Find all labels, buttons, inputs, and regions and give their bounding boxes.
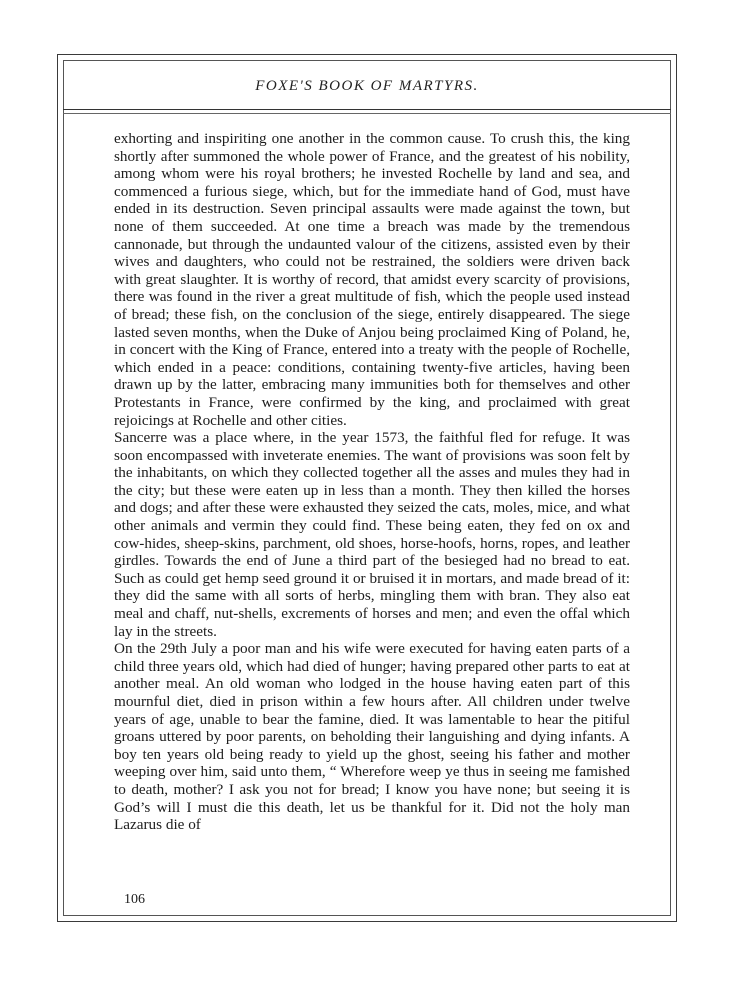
paragraph-july: On the 29th July a poor man and his wife were executed for having eaten parts of a child three years old, which had died of hunger; having prepared other parts to eat at another meal. An old woman who lodged in the house having eaten part of this mournful diet, died in prison within a few hours after. All children under twelve years of age, unable to bear the famine, died. It was lamentable to hear the pitiful groans uttered by poor parents, on beholding their languishing and dying infants. A boy ten years old being ready to yield up the ghost, seeing his father and mother weeping over him, said unto them, “ Wherefore weep ye thus in seeing me famished to death, mother? I ask you not for bread; I know you have none; but seeing it is God’s will I must die this death, let us be thankful for it. Did not the holy man Lazarus die of	[114, 640, 630, 834]
header-rule-lower	[63, 113, 671, 114]
body-text	[114, 130, 630, 834]
paragraph-sancerre: Sancerre was a place where, in the year 1573, the faithful fled for refuge. It was soon encompassed with inveterate enemies. The want of provisions was soon felt by the inhabitants, on which they collected together all the asses and mules they had in the city; but these were eaten up in less than a month. They then killed the horses and dogs; and after these were exhausted they seized the cats, moles, mice, and what other animals and vermin they could find. These being eaten, they fed on ox and cow-hides, sheep-skins, parchment, old shoes, horse-hoofs, horns, ropes, and leather girdles. Towards the end of June a third part of the besieged had no bread to eat. Such as could get hemp seed ground it or bruised it in mortars, and made bread of it: they did the same with all sorts of herbs, mingling them with bran. They also eat meal and chaff, nut-shells, excrements of horses and men; and even the offal which lay in the streets.	[114, 429, 630, 640]
page-header	[63, 60, 671, 110]
running-title: FOXE'S BOOK OF MARTYRS.	[255, 78, 479, 94]
paragraph-continuation: exhorting and inspiriting one another in the common cause. To crush this, the king shortly after summoned the whole power of France, and the greatest of his nobility, among whom were his royal brothers; he invested Rochelle by land and sea, and commenced a furious siege, which, but for the immediate hand of God, must have ended in its destruction. Seven principal assaults were made against the town, but none of them succeeded. At one time a breach was made by the tremendous cannonade, but through the undaunted valour of the citizens, assisted even by their wives and daughters, who could not be restrained, the soldiers were driven back with great slaughter. It is worthy of record, that amidst every scarcity of provisions, there was found in the river a great multitude of fish, which the people used instead of bread; these fish, on the conclusion of the siege, entirely disappeared. The siege lasted seven months, when the Duke of Anjou being proclaimed King of Poland, he, in concert with the King of France, entered into a treaty with the people of Rochelle, which ended in a peace: conditions, containing twenty-five articles, having been drawn up by the latter, embracing many immunities both for themselves and other Protestants in France, were confirmed by the king, and proclaimed with great rejoicings at Rochelle and other cities.	[114, 130, 630, 429]
header-rule	[63, 109, 671, 110]
page-number: 106	[124, 892, 145, 907]
